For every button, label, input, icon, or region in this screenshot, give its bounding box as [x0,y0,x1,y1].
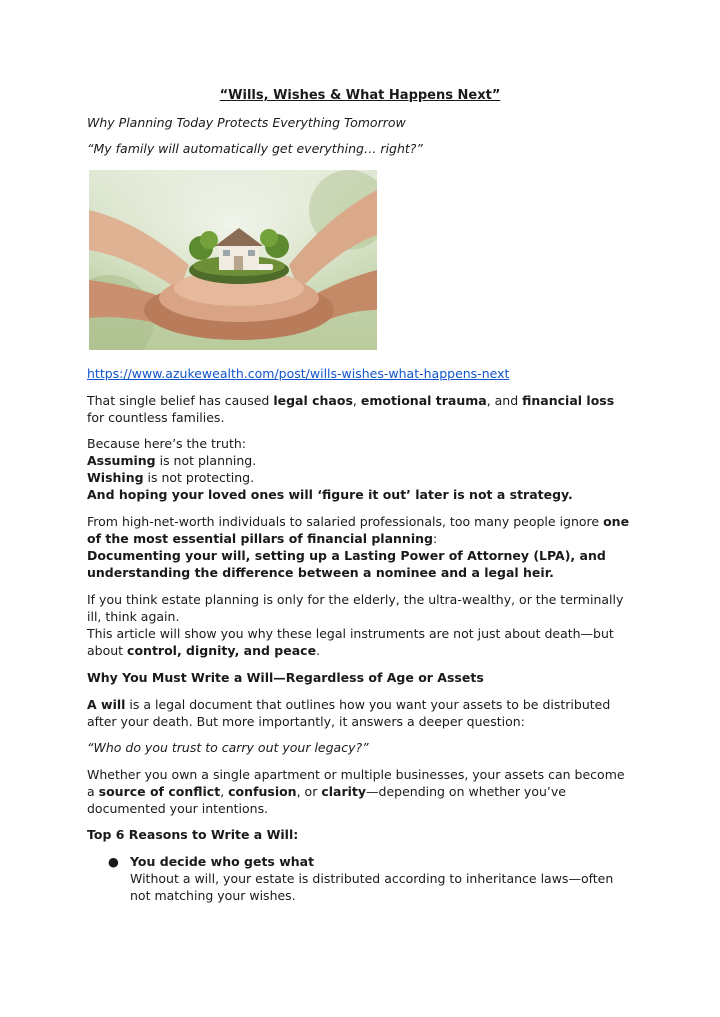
p3-pillars: one of the most essential pillars of financial planning [87,514,630,546]
reasons-heading: Top 6 Reasons to Write a Will: [87,827,299,842]
section-heading-why-will: Why You Must Write a Will—Regardless of Age or Assets [87,670,484,685]
truth-line-hoping: And hoping your loved ones will ‘figure it out’ later is not a strategy. [87,487,573,502]
paragraph-pillars [87,513,635,581]
p6-tail: —depending on whether you’ve documented your intentions. [87,784,566,816]
p6-sep: , [220,784,229,799]
a-will-term: A will [87,697,126,712]
p5-text: is a legal document that outlines how you want your assets to be distributed after your death. But more importantly, it answers a deeper question: [87,697,611,729]
p3-text: From high-net-worth individuals to salaried professionals, too many people ignore [87,514,604,529]
paragraph-belief [87,392,635,426]
p6-clarity: clarity [321,784,367,799]
p1-sep-and: , and [486,393,523,408]
document-title: “Wills, Wishes & What Happens Next” [219,88,501,103]
p6-text: Whether you own a single apartment or multiple businesses, your assets can become a [87,767,625,799]
truth-line-wishing [87,469,254,486]
opening-quote: “My family will automatically get everything… right?” [87,141,423,156]
p1-legal-chaos: legal chaos [273,393,353,408]
p1-sep: , [352,393,361,408]
article-link[interactable]: https://www.azukewealth.com/post/wills-wishes-what-happens-next [87,366,510,381]
truth-line-assuming [87,452,256,469]
paragraph-think-again [87,591,635,659]
wishing-word: Wishing [87,470,144,485]
p3-documenting: Documenting your will, setting up a Lasting Power of Attorney (LPA), and understanding the difference between a nominee and a legal heir. [87,548,606,580]
truth-intro: Because here’s the truth: [87,436,247,451]
reason-1-title: You decide who gets what [130,854,315,869]
hero-image [89,170,377,350]
p4-text: If you think estate planning is only for the elderly, the ultra-wealthy, or the terminally ill, think again. [87,592,624,624]
p6-confusion: confusion [228,784,297,799]
assuming-word: Assuming [87,453,156,468]
p1-tail: for countless families. [87,410,225,425]
p3-colon: : [432,531,438,546]
p6-conflict: source of conflict [98,784,221,799]
assuming-rest: is not planning. [155,453,257,468]
p4-control-dignity-peace: control, dignity, and peace [127,643,317,658]
p1-emotional-trauma: emotional trauma [360,393,487,408]
reason-1-body: Without a will, your estate is distributed according to inheritance laws—often not matching your wishes. [130,871,614,903]
paragraph-a-will [87,696,635,730]
p4-period: . [316,643,321,658]
p1-financial-loss: financial loss [522,393,615,408]
bullet-icon: ● [108,854,119,869]
hands-holding-house-illustration [89,170,377,350]
p6-sep-or: , or [296,784,322,799]
subtitle: Why Planning Today Protects Everything Tomorrow [87,115,406,130]
p4-article: This article will show you why these legal instruments are not just about death—but about [87,626,614,658]
p1-text: That single belief has caused [87,393,274,408]
paragraph-assets [87,766,635,817]
wishing-rest: is not protecting. [143,470,255,485]
legacy-quote: “Who do you trust to carry out your legacy?” [87,740,369,755]
